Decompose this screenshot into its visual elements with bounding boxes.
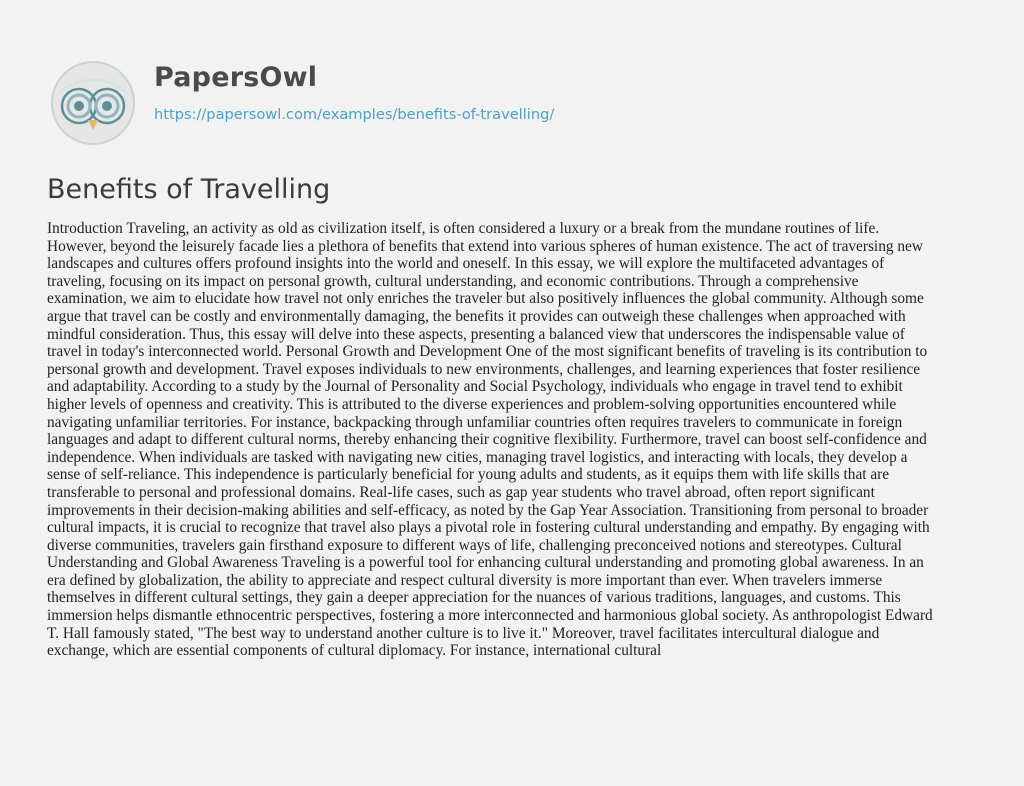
essay-line: languages and adapt to different cultural norms, thereby enhancing their cognitive flexibility. Furthermore, travel can boost self-confidence and — [47, 431, 927, 449]
essay-line: sense of self-reliance. This independence is particularly beneficial for young adults and students, as it equips them with life skills that are — [47, 466, 890, 484]
essay-line: However, beyond the leisurely facade lies a plethora of benefits that extend into various spheres of human existence. The act of traversing new — [47, 237, 923, 255]
essay-line: mindful consideration. Thus, this essay will delve into these aspects, presenting a balanced view that underscores the indispensable value of — [47, 325, 905, 343]
essay-line: improvements in their decision-making abilities and self-efficacy, as noted by the Gap Year Association. Transitioning from personal to broader — [47, 501, 929, 519]
essay-line: traveling, focusing on its impact on personal growth, cultural understanding, and economic contributions. Through a comprehensive — [47, 272, 859, 290]
essay-line: independence. When individuals are tasked with navigating new cities, managing travel logistics, and interacting with locals, they develop a — [47, 448, 908, 466]
essay-line: argue that travel can be costly and environmentally damaging, the benefits it provides can outweigh these challenges when approached with — [47, 307, 906, 325]
owl-eyes-icon — [48, 58, 138, 148]
essay-line: transferable to personal and professional domains. Real-life cases, such as gap year students who travel abroad, often report significant — [47, 483, 875, 501]
site-header — [48, 56, 988, 146]
essay-line: navigating unfamiliar territories. For instance, backpacking through unfamiliar countries often requires travelers to communicate in foreign — [47, 413, 903, 431]
essay-line: immersion helps dismantle ethnocentric perspectives, fostering a more interconnected and harmonious global society. As anthropologist Edward — [47, 607, 933, 625]
brand-name: PapersOwl — [154, 62, 318, 93]
essay-line: themselves in different cultural settings, they gain a deeper appreciation for the nuances of various traditions, languages, and customs. This — [47, 589, 901, 607]
essay-line: exchange, which are essential components of cultural diplomacy. For instance, international cultural — [47, 642, 662, 660]
essay-body — [47, 220, 979, 660]
essay-line: personal growth and development. Travel exposes individuals to new environments, challenges, and learning experiences that foster resilience — [47, 360, 921, 378]
source-url-link[interactable]: https://papersowl.com/examples/benefits-of-travelling/ — [154, 106, 555, 123]
essay-line: era defined by globalization, the ability to appreciate and respect cultural diversity is more important than ever. When travelers immerse — [47, 571, 883, 589]
essay-line: diverse communities, travelers gain firsthand exposure to different ways of life, challenging preconceived notions and stereotypes. Cultural — [47, 536, 902, 554]
essay-line: examination, we aim to elucidate how travel not only enriches the traveler but also positively influences the global community. Although some — [47, 290, 924, 308]
page-title: Benefits of Travelling — [47, 174, 331, 205]
essay-line: Understanding and Global Awareness Traveling is a powerful tool for enhancing cultural understanding and promoting global awareness. In an — [47, 554, 924, 572]
essay-line: travel in today's interconnected world. Personal Growth and Development One of the most significant benefits of traveling is its contribution to — [47, 343, 928, 361]
essay-line: and adaptability. According to a study by the Journal of Personality and Social Psychology, individuals who engage in travel tend to exhibit — [47, 378, 903, 396]
essay-line: landscapes and cultures offers profound insights into the world and oneself. In this essay, we will explore the multifaceted advantages of — [47, 255, 885, 273]
essay-line: cultural impacts, it is crucial to recognize that travel also plays a pivotal role in fostering cultural understanding and empathy. By engaging with — [47, 519, 930, 537]
essay-line: T. Hall famously stated, "The best way to understand another culture is to live it." Moreover, travel facilitates intercultural dialogue and — [47, 624, 880, 642]
essay-line: Introduction Traveling, an activity as old as civilization itself, is often considered a luxury or a break from the mundane routines of life. — [47, 220, 880, 237]
essay-line: higher levels of openness and creativity. This is attributed to the diverse experiences and problem-solving opportunities encountered while — [47, 395, 897, 413]
